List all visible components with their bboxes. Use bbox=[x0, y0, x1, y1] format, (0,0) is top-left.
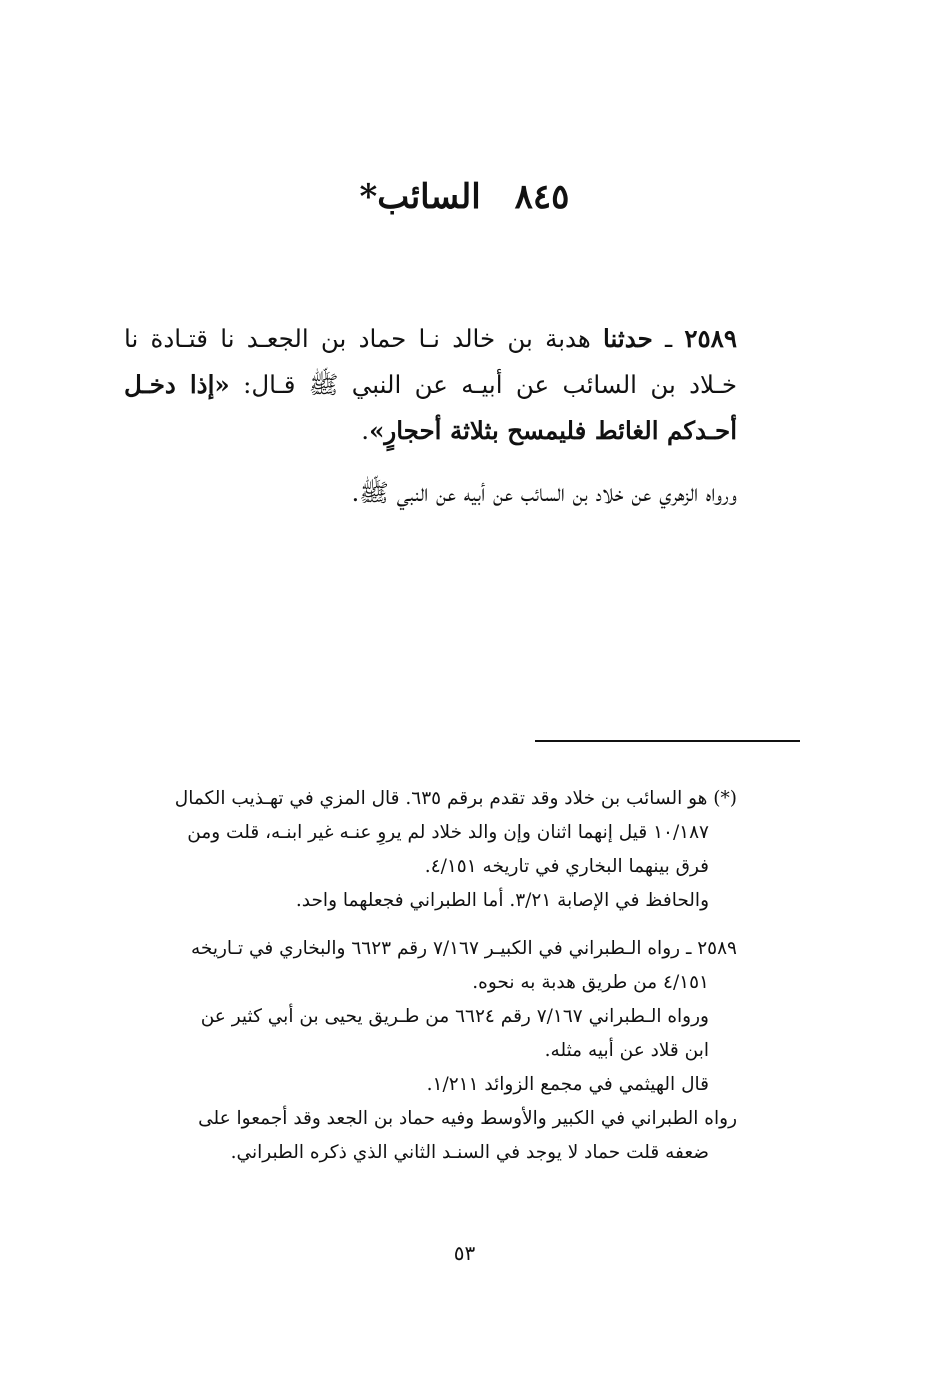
chapter-number: ٨٤٥ bbox=[514, 177, 570, 217]
chapter-title: السائب* bbox=[359, 177, 481, 217]
footnote-line: ابن قلاد عن أبيه مثله. bbox=[544, 1040, 709, 1061]
footnote-line: فرق بينهما البخاري في تاريخه ٤/١٥١. bbox=[424, 856, 709, 877]
footnote-line: ٤/١٥١ من طريق هدبة به نحوه. bbox=[472, 972, 709, 993]
hadith-end: . bbox=[361, 416, 370, 445]
footnote-line: ورواه الـطبراني ٧/١٦٧ رقم ٦٦٢٤ من طـريق يحيى بن أبي كثير عن bbox=[200, 1006, 709, 1027]
hadith-lead: حدثنا bbox=[603, 324, 653, 353]
footnotes bbox=[124, 782, 737, 1170]
page-number: ٥٣ bbox=[453, 1241, 476, 1265]
hadith-dash: ـ bbox=[652, 324, 685, 353]
footnote-separator bbox=[535, 740, 800, 742]
hadith-number: ٢٥٨٩ bbox=[684, 324, 737, 353]
footnote-line: والحافظ في الإصابة ٣/٢١. أما الطبراني فجعلهما واحد. bbox=[295, 890, 709, 911]
footnote-line: ٢٥٨٩ ـ رواه الـطبراني في الكبيـر ٧/١٦٧ رقم ٦٦٢٣ والبخاري في تـاريخه bbox=[190, 938, 737, 959]
hadith-chain: هدبة بن خالد نـا حماد بن الجعـد نا قتـادة نا خـلاد بن السائب عن أبيـه عن النبي ﷺ قـال: bbox=[124, 324, 738, 399]
chapter-heading bbox=[0, 172, 929, 222]
hadith-text bbox=[124, 316, 737, 454]
footnote-line: ضعفه قلت حماد لا يوجد في السنـد الثاني الذي ذكره الطبراني. bbox=[230, 1142, 709, 1163]
narration-text: ورواه الزهري عن خلاد بن السائب عن أبيه عن النبي ﷺ. bbox=[351, 478, 737, 507]
footnote-line: رواه الطبراني في الكبير والأوسط وفيه حماد بن الجعد وقد أجمعوا على bbox=[198, 1108, 737, 1129]
hadith-quote: «إذا دخـل أحـدكم الغائط فليمسح بثلاثة أحجارٍ» bbox=[124, 370, 737, 445]
footnote-gap bbox=[124, 918, 737, 932]
footnote-line: ١٠/١٨٧ قيل إنهما اثنان وإن والد خلاد لم يروِ عنـه غير ابنـه، قلت ومن bbox=[187, 822, 709, 843]
footnote-line: (*) هو السائب بن خلاد وقد تقدم برقم ٦٣٥. قال المزي في تهـذيب الكمال bbox=[174, 788, 737, 809]
footnote-line: قال الهيثمي في مجمع الزوائد ١/٢١١. bbox=[426, 1074, 709, 1095]
